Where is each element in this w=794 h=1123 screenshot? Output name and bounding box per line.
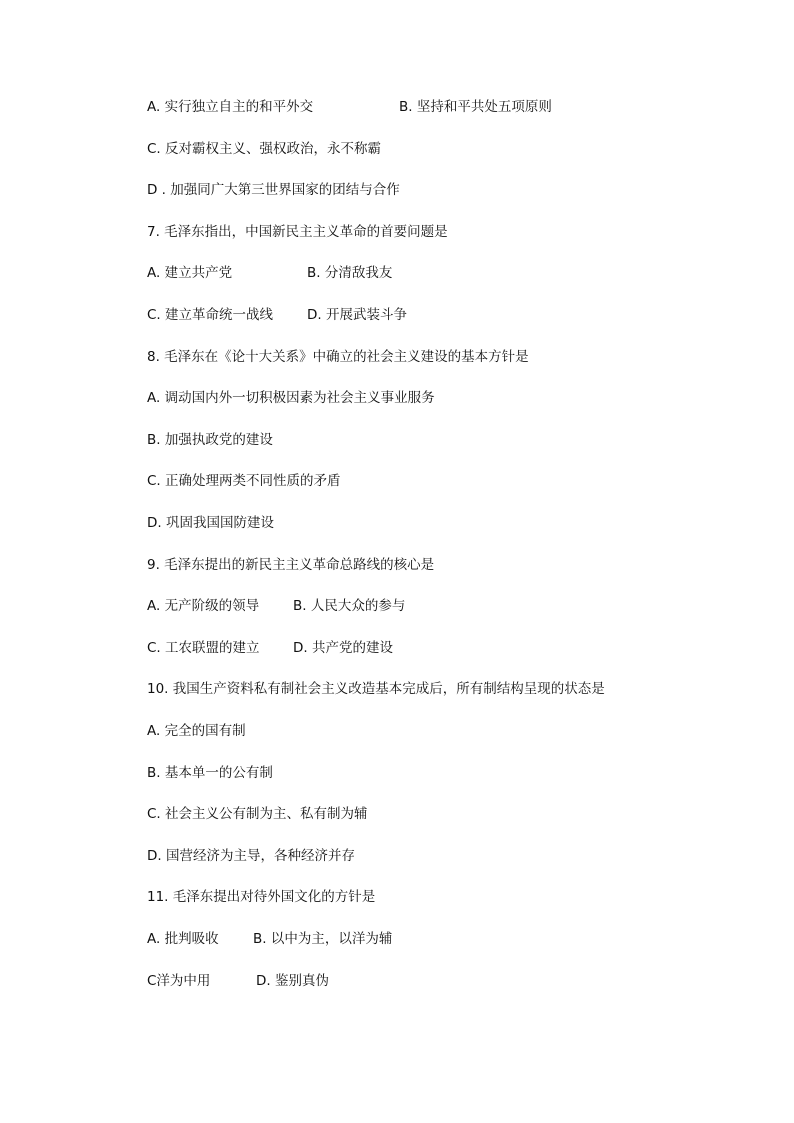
- question-9: 9. 毛泽东提出的新民主主义革命总路线的核心是: [147, 557, 435, 573]
- q11-option-d: D. 鉴别真伪: [256, 973, 329, 989]
- q9-option-b: B. 人民大众的参与: [293, 598, 406, 614]
- question-10: 10. 我国生产资料私有制社会主义改造基本完成后，所有制结构呈现的状态是: [147, 681, 605, 697]
- q7-option-b: B. 分清敌我友: [307, 265, 393, 281]
- q8-option-c: C. 正确处理两类不同性质的矛盾: [147, 473, 341, 489]
- q8-option-d: D. 巩固我国国防建设: [147, 515, 274, 531]
- question-8: 8. 毛泽东在《论十大关系》中确立的社会主义建设的基本方针是: [147, 349, 529, 365]
- option-c-line: C. 反对霸权主义、强权政治，永不称霸: [147, 141, 382, 157]
- q10-option-a: A. 完全的国有制: [147, 723, 246, 739]
- option-d-line: D . 加强同广大第三世界国家的团结与合作: [147, 182, 400, 198]
- q11-option-a: A. 批判吸收: [147, 931, 219, 947]
- question-11: 11. 毛泽东提出对待外国文化的方针是: [147, 889, 376, 905]
- q8-option-b: B. 加强执政党的建设: [147, 432, 273, 448]
- question-7: 7. 毛泽东指出，中国新民主主义革命的首要问题是: [147, 224, 448, 240]
- q8-option-a: A. 调动国内外一切积极因素为社会主义事业服务: [147, 390, 435, 406]
- q11-option-b: B. 以中为主，以洋为辅: [253, 931, 393, 947]
- q11-option-c: C洋为中用: [147, 973, 211, 989]
- q9-option-a: A. 无产阶级的领导: [147, 598, 260, 614]
- option-a-line: A. 实行独立自主的和平外交: [147, 99, 314, 115]
- option-b-line: B. 坚持和平共处五项原则: [399, 99, 552, 115]
- q10-option-c: C. 社会主义公有制为主、私有制为辅: [147, 806, 368, 822]
- q10-option-b: B. 基本单一的公有制: [147, 765, 273, 781]
- q7-option-a: A. 建立共产党: [147, 265, 233, 281]
- q10-option-d: D. 国营经济为主导，各种经济并存: [147, 848, 355, 864]
- q7-option-d: D. 开展武装斗争: [307, 307, 407, 323]
- q7-option-c: C. 建立革命统一战线: [147, 307, 274, 323]
- q9-option-c: C. 工农联盟的建立: [147, 640, 260, 656]
- q9-option-d: D. 共产党的建设: [293, 640, 393, 656]
